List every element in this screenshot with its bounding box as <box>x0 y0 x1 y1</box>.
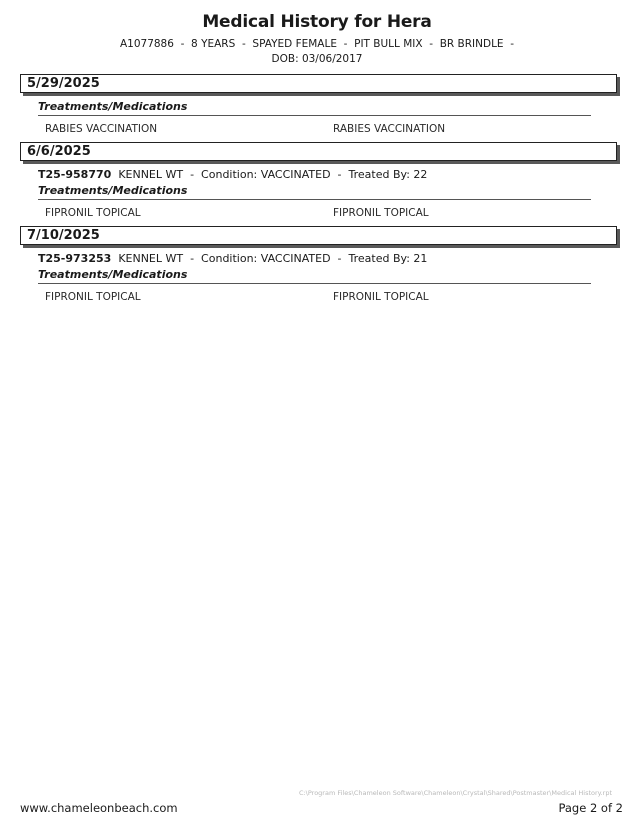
treatments-heading: Treatments/Medications <box>38 184 591 200</box>
treatment-id: T25-958770 <box>38 168 112 181</box>
treatment-detail: KENNEL WT - Condition: VACCINATED - Treated By: 21 <box>118 252 428 265</box>
date-header: 6/6/2025 <box>20 142 617 161</box>
medication-item: RABIES VACCINATION <box>45 123 158 135</box>
website-text: www.chameleonbeach.com <box>20 801 178 815</box>
medication-item: FIPRONIL TOPICAL <box>45 291 141 303</box>
history-section <box>20 142 617 219</box>
history-sections <box>20 74 617 303</box>
medication-item: FIPRONIL TOPICAL <box>333 291 429 303</box>
date-header: 5/29/2025 <box>20 74 617 93</box>
date-header: 7/10/2025 <box>20 226 617 245</box>
medication-item: RABIES VACCINATION <box>333 123 446 135</box>
history-section <box>20 226 617 303</box>
report-file-path: C:\Program Files\Chameleon Software\Chameleon\Crystal\Shared\Postmaster\Medical History.rpt <box>298 789 612 797</box>
animal-dob: DOB: 03/06/2017 <box>271 53 363 65</box>
medication-row <box>45 207 617 219</box>
animal-summary: A1077886 - 8 YEARS - SPAYED FEMALE - PIT BULL MIX - BR BRINDLE - <box>119 38 515 50</box>
report-header <box>0 0 634 65</box>
treatment-record-line <box>38 168 617 181</box>
medication-item: FIPRONIL TOPICAL <box>45 207 141 219</box>
page-number: Page 2 of 2 <box>558 801 623 815</box>
medication-item: FIPRONIL TOPICAL <box>333 207 429 219</box>
medication-row <box>45 291 617 303</box>
treatment-record-line <box>38 252 617 265</box>
page-title: Medical History for Hera <box>202 12 432 32</box>
history-section <box>20 74 617 135</box>
treatments-heading: Treatments/Medications <box>38 268 591 284</box>
treatment-id: T25-973253 <box>38 252 112 265</box>
treatments-heading: Treatments/Medications <box>38 100 591 116</box>
medication-row <box>45 123 617 135</box>
treatment-detail: KENNEL WT - Condition: VACCINATED - Treated By: 22 <box>118 168 428 181</box>
